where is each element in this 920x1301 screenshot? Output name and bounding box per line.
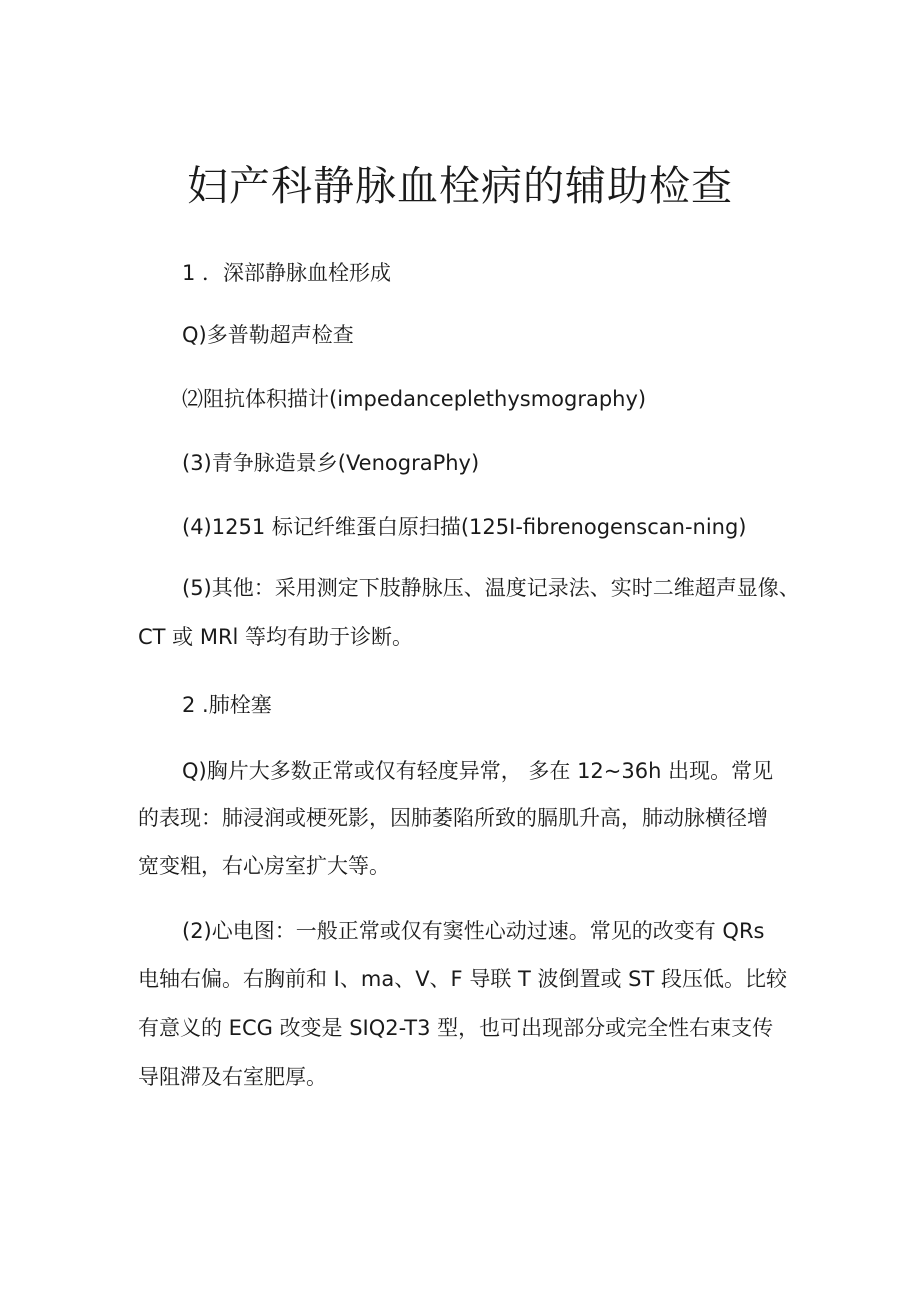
list-item: Q)胸片大多数正常或仅有轻度异常， 多在 12~36h 出现。常见: [182, 759, 774, 783]
list-item: Q)多普勒超声检查: [182, 323, 354, 347]
section-heading-pe: 2 .肺栓塞: [182, 693, 272, 717]
list-item: (3)青争脉造景乡(VenograPhy): [182, 451, 480, 475]
list-item: (2)心电图：一般正常或仅有窦性心动过速。常见的改变有 QRs: [182, 919, 765, 943]
page-title: 妇产科静脉血栓病的辅助检查: [187, 162, 733, 210]
list-item: (4)1251 标记纤维蛋白原扫描(125I-fibrenogenscan-ning): [182, 515, 747, 539]
list-item-continuation: 的表现：肺浸润或梗死影，因肺萎陷所致的膈肌升高，肺动脉横径增: [138, 806, 768, 830]
list-item: ⑵阻抗体积描计(impedanceplethysmography): [182, 387, 647, 411]
list-item-continuation: 有意义的 ECG 改变是 SIQ2-T3 型，也可出现部分或完全性右束支传: [138, 1016, 774, 1040]
list-item-continuation: 导阻滞及右室肥厚。: [138, 1065, 327, 1089]
list-item-continuation: 电轴右偏。右胸前和 I、ma、V、F 导联 T 波倒置或 ST 段压低。比较: [138, 967, 787, 991]
list-item-continuation: 宽变粗，右心房室扩大等。: [138, 854, 390, 878]
list-item: (5)其他：采用测定下肢静脉压、温度记录法、实时二维超声显像、: [182, 576, 800, 600]
list-item-continuation: CT 或 MRl 等均有助于诊断。: [138, 625, 414, 649]
section-heading-dvt: 1 ．深部静脉血栓形成: [182, 261, 392, 285]
